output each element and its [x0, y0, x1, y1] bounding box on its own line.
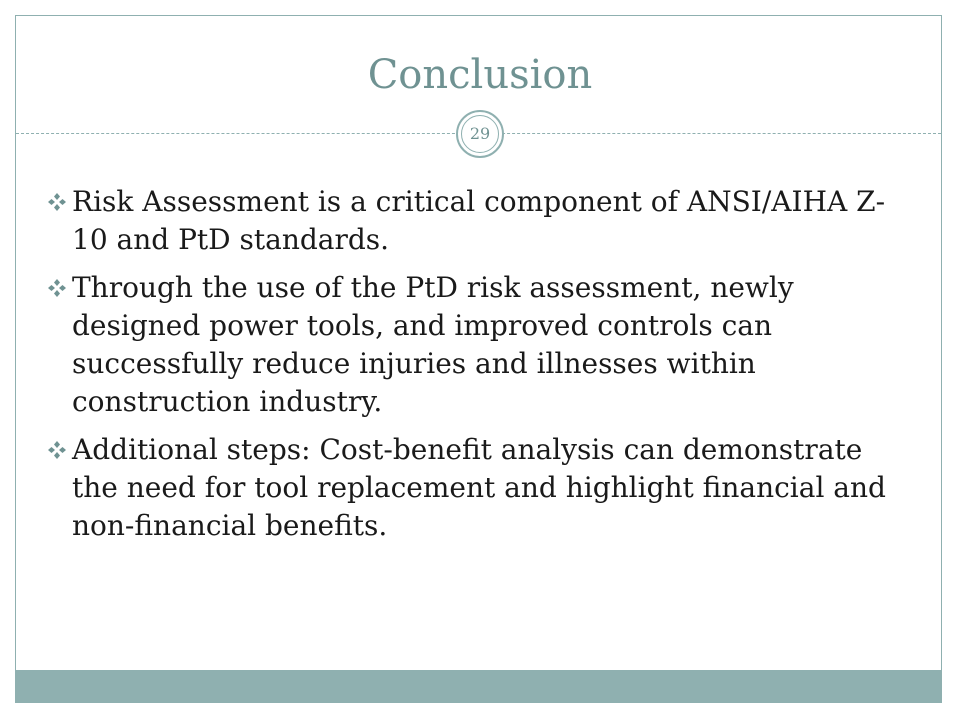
- slide-title: Conclusion: [367, 52, 593, 98]
- bullet-text: Risk Assessment is a critical component of ANSI/AIHA Z-10 and PtD standards.: [72, 185, 886, 256]
- footer-bar: [16, 670, 941, 702]
- diamond-bullet-icon: [48, 279, 66, 297]
- bullet-text: Additional steps: Cost-benefit analysis can demonstrate the need for tool replacement and highlight financial and non-financial benefits.: [72, 433, 886, 542]
- bullet-list: [48, 183, 898, 555]
- bullet-item: [48, 431, 898, 545]
- bullet-item: [48, 269, 898, 421]
- page-number-badge: [456, 110, 504, 158]
- page-number: 29: [461, 115, 499, 153]
- diamond-bullet-icon: [48, 193, 66, 211]
- bullet-item: [48, 183, 898, 259]
- bullet-text: Through the use of the PtD risk assessment, newly designed power tools, and improved controls can successfully reduce injuries and illnesses within construction industry.: [72, 271, 794, 418]
- diamond-bullet-icon: [48, 441, 66, 459]
